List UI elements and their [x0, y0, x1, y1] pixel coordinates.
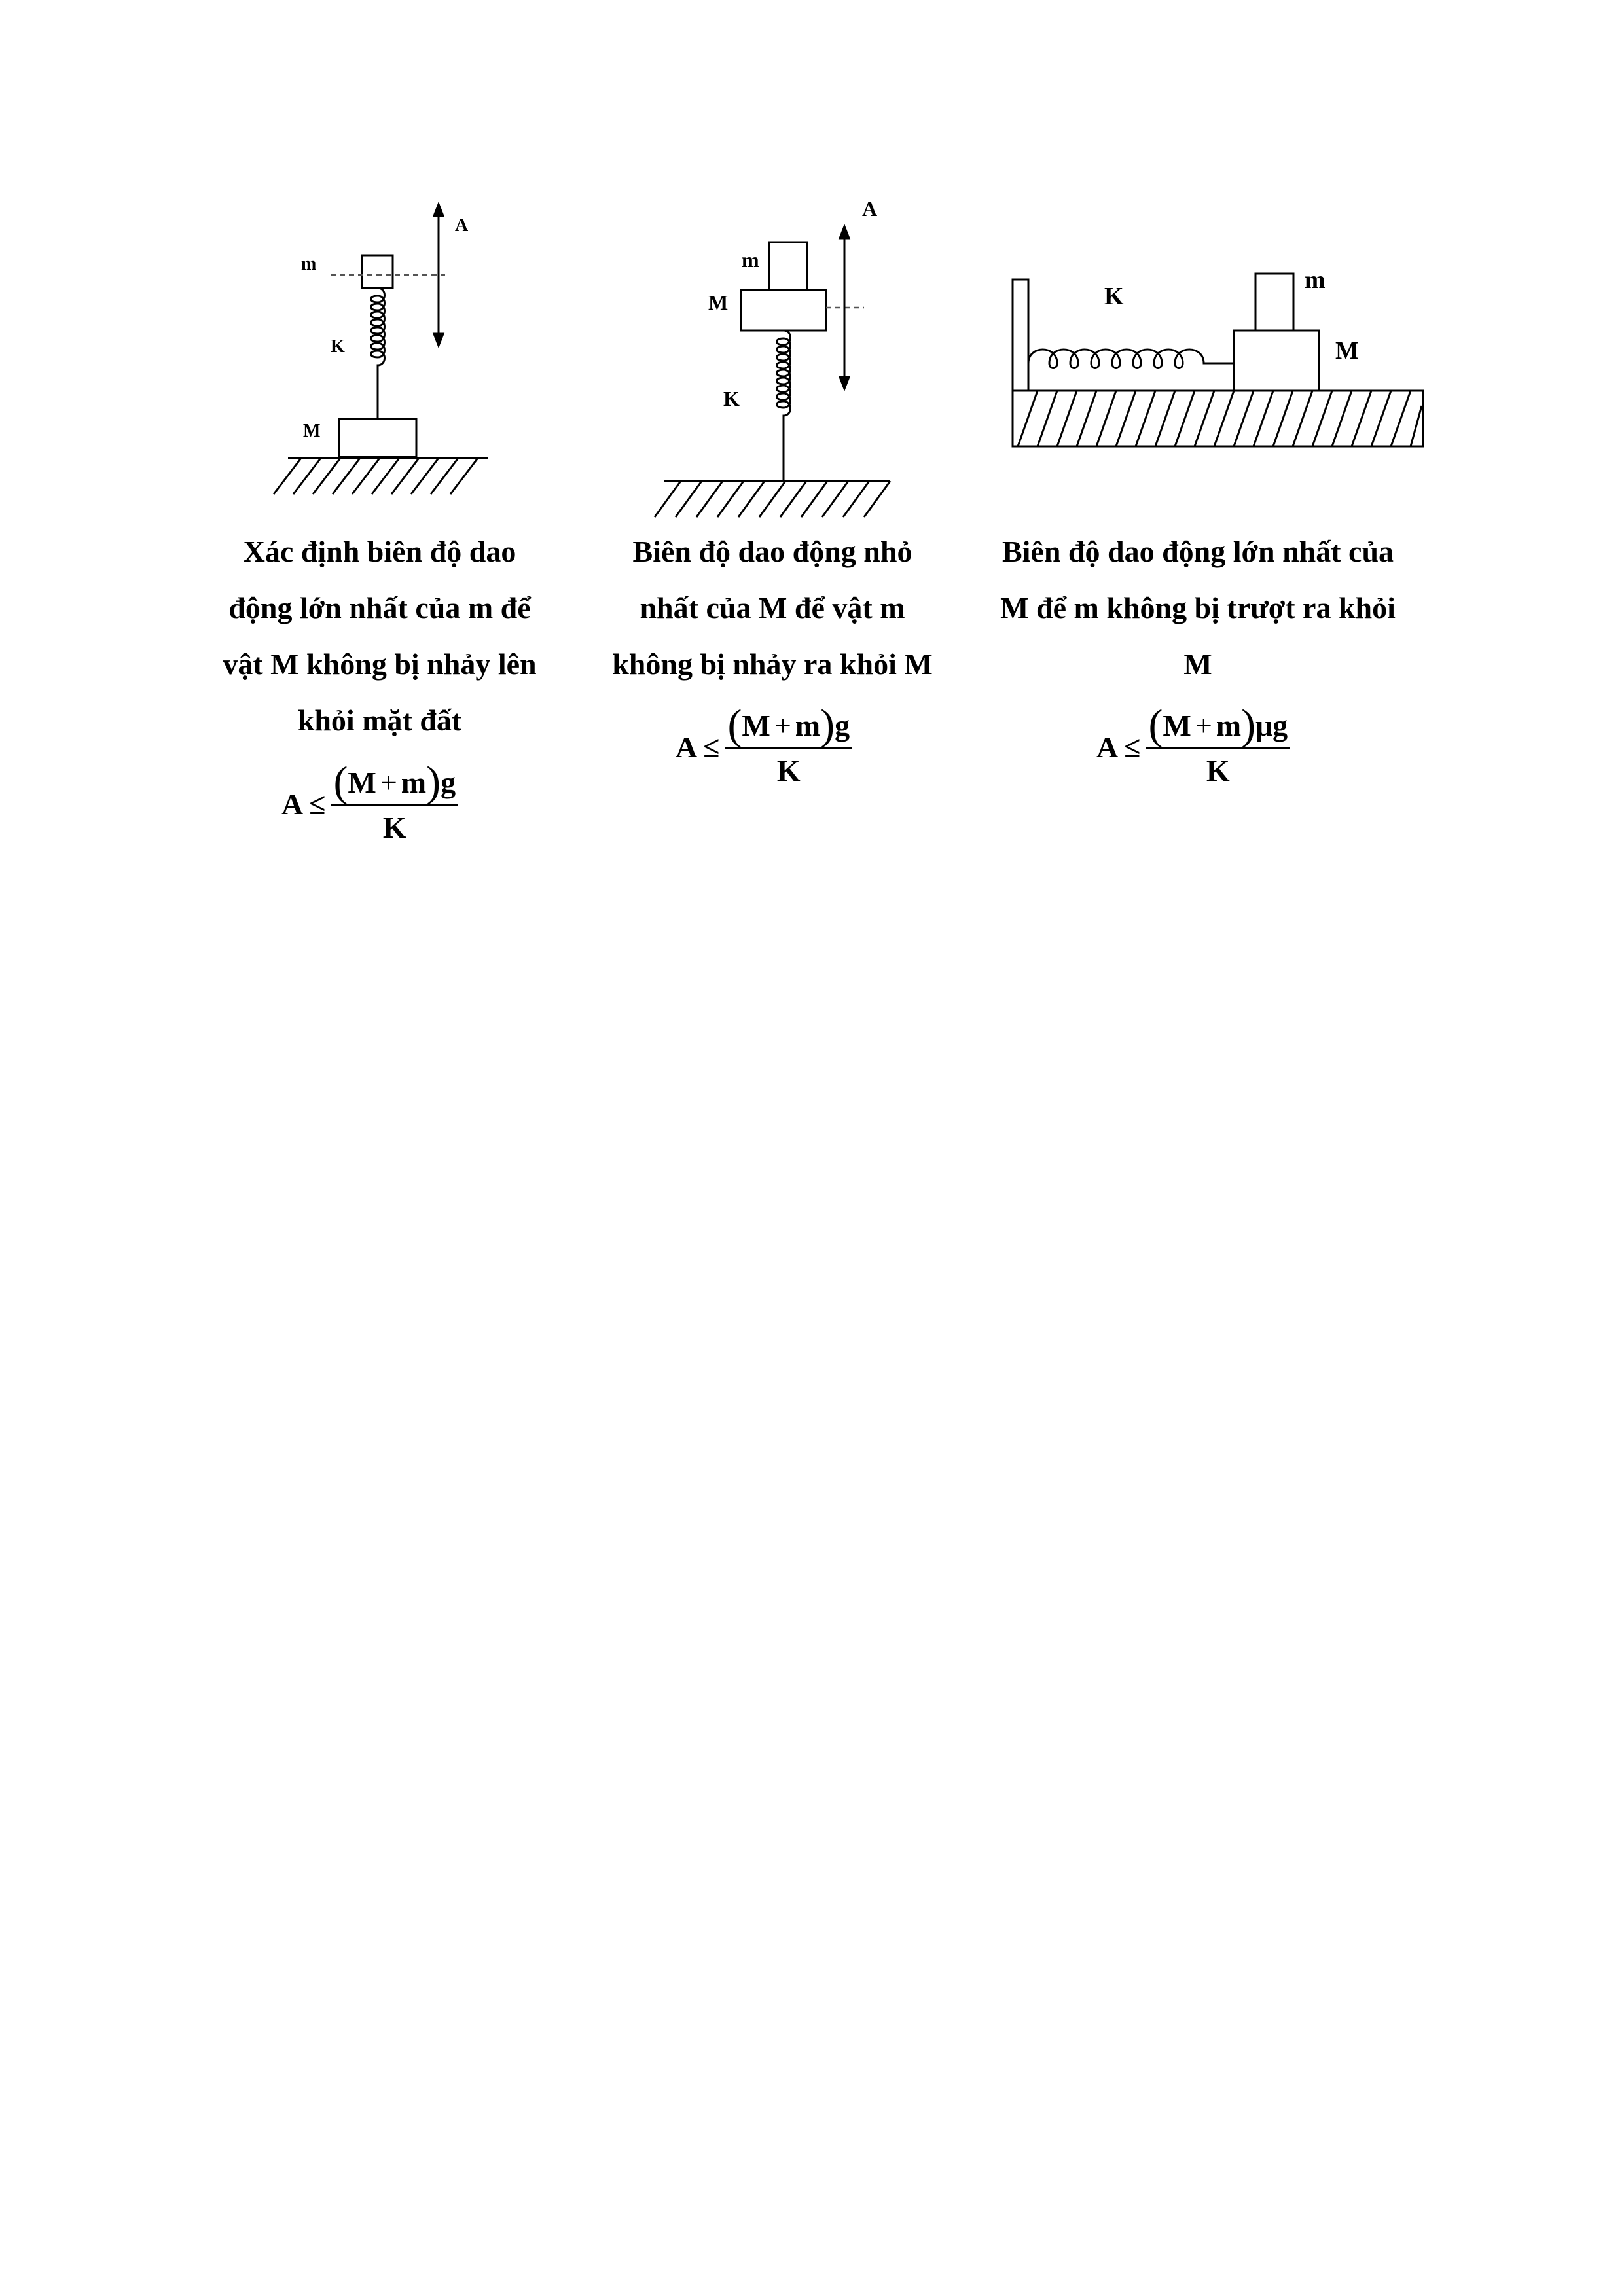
spring-3	[1028, 350, 1234, 368]
formula-3-lhs: A ≤	[1096, 730, 1141, 764]
formula-1-numerator: ( M + m ) g	[333, 758, 456, 806]
figure-1-diagram	[249, 190, 511, 511]
caption-2-line-3: không bị nhảy ra khỏi M	[612, 647, 933, 681]
formula-2-lhs: A ≤	[676, 730, 720, 764]
formula-2	[676, 701, 852, 788]
block-M-1	[339, 419, 416, 457]
label-K-1: K	[331, 336, 345, 357]
formula-2-numerator: ( M + m ) g	[727, 701, 850, 749]
ground-hatch-2	[655, 481, 890, 517]
caption-3-line-2: M để m không bị trượt ra khỏi	[1000, 591, 1396, 624]
block-M-2	[741, 290, 826, 331]
caption-3-line-1: Biên độ dao động lớn nhất của	[1001, 535, 1394, 568]
ground-hatch-1	[274, 458, 488, 494]
spring-2	[777, 331, 791, 481]
caption-1-line-1: Xác định biên độ dao	[243, 535, 516, 568]
formula-3-numerator: ( M + m ) μg	[1148, 701, 1288, 749]
label-M-3: M	[1335, 337, 1359, 365]
label-K-3: K	[1104, 283, 1124, 310]
caption-1	[196, 524, 563, 749]
formula-3-denominator: K	[1206, 754, 1230, 787]
caption-3-line-3: M	[1183, 647, 1212, 681]
label-A-2: A	[862, 197, 878, 221]
formula-3	[1096, 701, 1290, 788]
label-A-1: A	[455, 215, 469, 236]
wall-3	[1013, 279, 1028, 391]
formula-3-fraction	[1146, 701, 1290, 788]
caption-1-line-4: khỏi mặt đất	[297, 704, 462, 737]
caption-2-line-2: nhất của M để vật m	[640, 591, 905, 624]
block-m-1	[362, 255, 393, 288]
formula-2-fraction	[725, 701, 852, 788]
block-m-3	[1255, 274, 1293, 331]
label-K-2: K	[723, 387, 740, 410]
figure-2-diagram	[648, 190, 910, 524]
caption-1-line-3: vật M không bị nhảy lên	[223, 647, 537, 681]
figure-3-diagram	[995, 262, 1434, 458]
label-M-2: M	[708, 291, 729, 314]
formula-1-lhs: A ≤	[281, 787, 326, 821]
formula-2-denominator: K	[776, 754, 801, 787]
block-m-2	[769, 242, 807, 290]
formula-1-denominator: K	[382, 811, 406, 844]
formula-1	[281, 758, 458, 845]
label-m-3: m	[1305, 266, 1326, 294]
label-M-1: M	[303, 421, 321, 441]
spring-1	[371, 288, 385, 419]
caption-3	[969, 524, 1427, 692]
formula-1-fraction	[331, 758, 458, 845]
caption-1-line-2: động lớn nhất của m để	[228, 591, 531, 624]
label-m-1: m	[301, 254, 317, 274]
caption-2	[576, 524, 969, 692]
block-M-3	[1234, 331, 1319, 391]
label-m-2: m	[742, 248, 759, 272]
caption-2-line-1: Biên độ dao động nhỏ	[632, 535, 912, 568]
